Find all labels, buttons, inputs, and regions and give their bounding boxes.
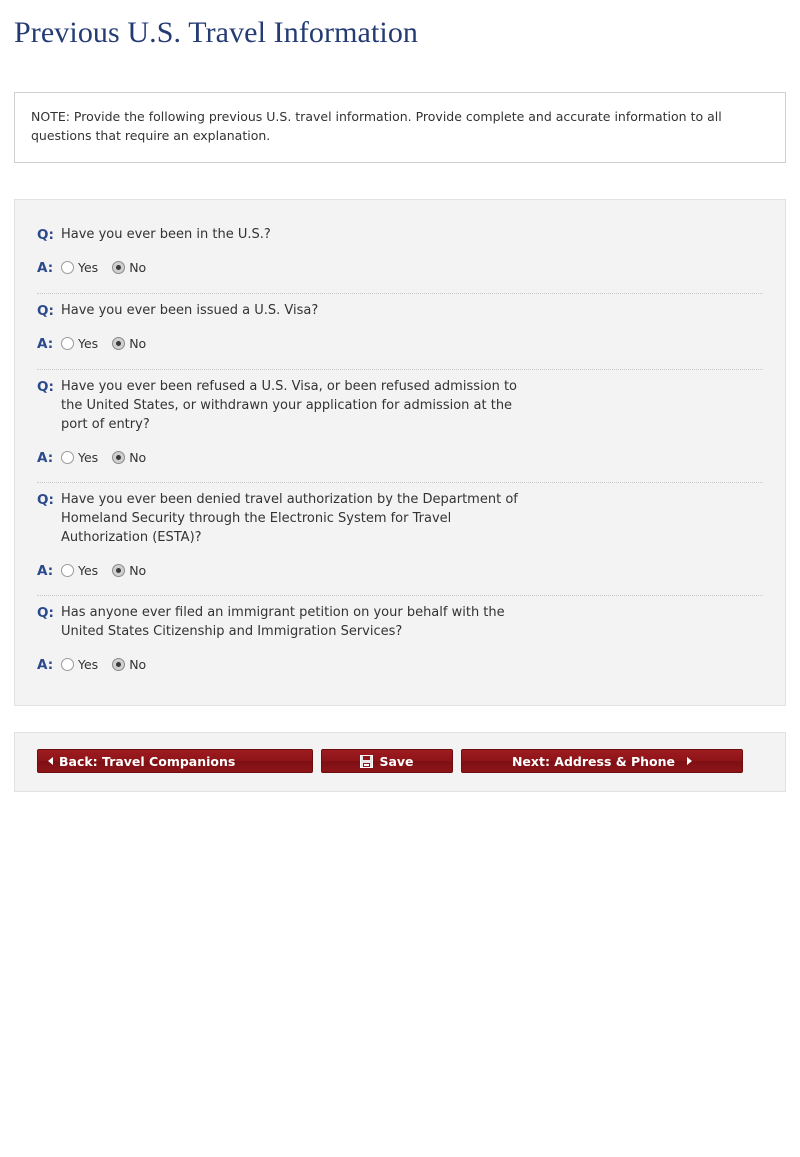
question-row xyxy=(37,226,763,246)
question-marker: Q: xyxy=(37,302,54,319)
radio-yes-icon[interactable] xyxy=(61,261,74,274)
radio-no-icon[interactable] xyxy=(112,658,125,671)
radio-group-issued-visa xyxy=(61,335,154,351)
radio-yes-icon[interactable] xyxy=(61,451,74,464)
question-item xyxy=(37,596,763,689)
radio-option-yes[interactable] xyxy=(61,657,98,672)
radio-group-immigrant-petition xyxy=(61,656,154,672)
page-title: Previous U.S. Travel Information xyxy=(14,16,419,49)
answer-row xyxy=(37,335,763,355)
radio-no-icon[interactable] xyxy=(112,261,125,274)
answer-marker: A: xyxy=(37,449,54,466)
question-item xyxy=(37,294,763,370)
questions-panel xyxy=(14,199,786,707)
save-disk-icon xyxy=(360,755,373,768)
question-marker: Q: xyxy=(37,492,54,509)
question-item xyxy=(37,370,763,483)
radio-yes-icon[interactable] xyxy=(61,564,74,577)
question-text: Has anyone ever filed an immigrant petition on your behalf with the United States Citizenship and Immigration Services? xyxy=(61,605,505,640)
radio-option-no[interactable] xyxy=(112,563,146,578)
question-row xyxy=(37,491,763,548)
answer-marker: A: xyxy=(37,336,54,353)
answer-row xyxy=(37,449,763,469)
question-text: Have you ever been issued a U.S. Visa? xyxy=(61,302,319,318)
back-button[interactable] xyxy=(37,749,313,773)
question-text: Have you ever been denied travel authorization by the Department of Homeland Security through the Electronic System for Travel Authorization (ESTA)? xyxy=(61,492,518,545)
radio-no-icon[interactable] xyxy=(112,564,125,577)
radio-option-no[interactable] xyxy=(112,450,146,465)
arrow-right-icon xyxy=(687,757,692,765)
answer-marker: A: xyxy=(37,562,54,579)
radio-group-denied-esta xyxy=(61,562,154,578)
radio-no-icon[interactable] xyxy=(112,451,125,464)
answer-row xyxy=(37,259,763,279)
radio-yes-label: Yes xyxy=(78,336,99,352)
radio-group-refused-visa xyxy=(61,449,154,465)
question-row xyxy=(37,604,763,642)
radio-no-label: No xyxy=(129,562,147,578)
save-button-label: Save xyxy=(379,753,414,769)
save-button[interactable] xyxy=(321,749,453,773)
radio-no-icon[interactable] xyxy=(112,337,125,350)
next-button[interactable] xyxy=(461,749,743,773)
footer-panel xyxy=(14,732,786,792)
radio-yes-icon[interactable] xyxy=(61,658,74,671)
radio-option-no[interactable] xyxy=(112,260,146,275)
question-item xyxy=(37,483,763,596)
question-text: Have you ever been in the U.S.? xyxy=(61,226,271,242)
radio-option-yes[interactable] xyxy=(61,450,98,465)
answer-row xyxy=(37,656,763,676)
radio-yes-icon[interactable] xyxy=(61,337,74,350)
note-box xyxy=(14,92,786,163)
question-item xyxy=(37,218,763,294)
navigation-button-bar xyxy=(37,749,763,773)
radio-yes-label: Yes xyxy=(78,260,99,276)
radio-option-no[interactable] xyxy=(112,336,146,351)
next-button-label: Next: Address & Phone xyxy=(511,753,676,769)
radio-yes-label: Yes xyxy=(78,562,99,578)
note-text: NOTE: Provide the following previous U.S. travel information. Provide complete and accurate information to all questions that require an explanation. xyxy=(31,109,722,144)
question-marker: Q: xyxy=(37,226,54,243)
radio-yes-label: Yes xyxy=(78,656,99,672)
question-marker: Q: xyxy=(37,605,54,622)
question-row xyxy=(37,378,763,435)
radio-group-been-in-us xyxy=(61,259,154,275)
page-container xyxy=(0,8,800,792)
radio-option-yes[interactable] xyxy=(61,260,98,275)
radio-option-yes[interactable] xyxy=(61,563,98,578)
answer-marker: A: xyxy=(37,260,54,277)
question-marker: Q: xyxy=(37,379,54,395)
radio-option-yes[interactable] xyxy=(61,336,98,351)
answer-marker: A: xyxy=(37,656,54,673)
radio-yes-label: Yes xyxy=(78,449,99,465)
radio-no-label: No xyxy=(129,656,147,672)
back-button-label: Back: Travel Companions xyxy=(59,753,236,769)
radio-no-label: No xyxy=(129,449,147,465)
arrow-left-icon xyxy=(48,757,53,765)
answer-row xyxy=(37,562,763,582)
question-row xyxy=(37,302,763,322)
radio-no-label: No xyxy=(129,260,147,276)
radio-option-no[interactable] xyxy=(112,657,146,672)
radio-no-label: No xyxy=(129,336,147,352)
question-text: Have you ever been refused a U.S. Visa, or been refused admission to the United States, or withdrawn your application for admission at the port of entry? xyxy=(61,379,517,432)
